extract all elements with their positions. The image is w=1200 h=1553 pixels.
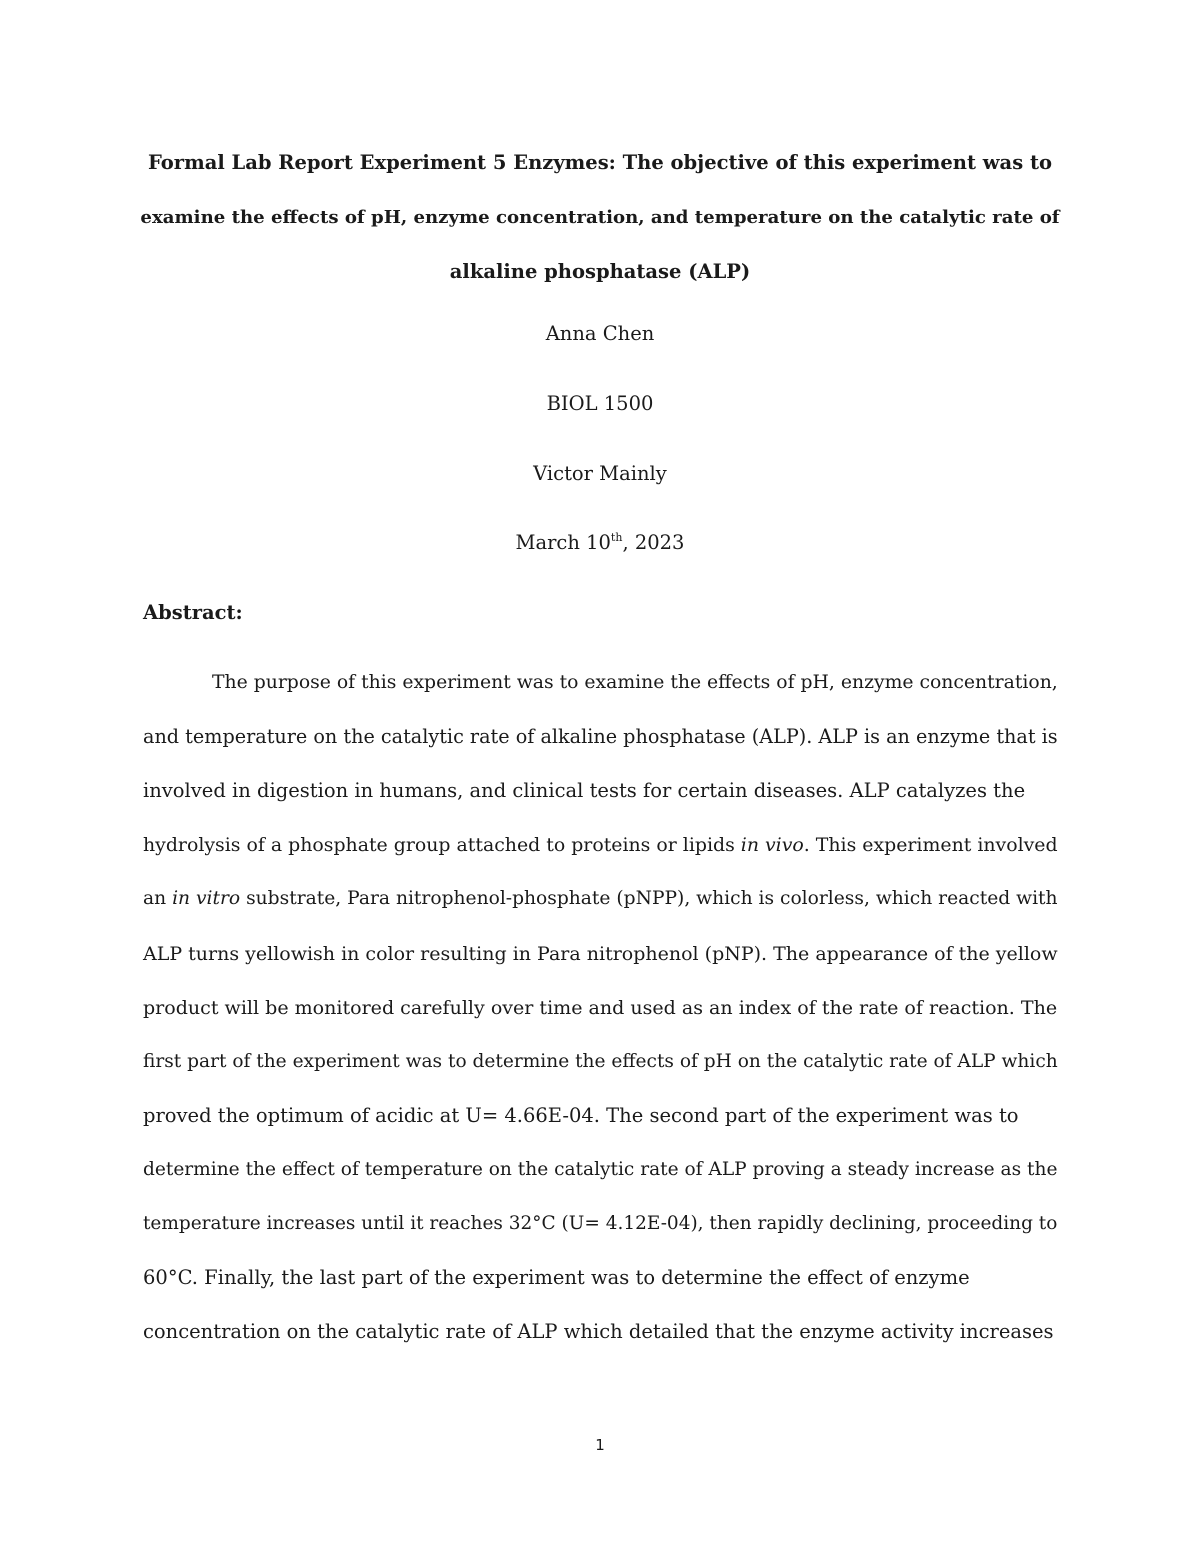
date-ordinal-suffix: th (610, 531, 623, 544)
abstract-line: hydrolysis of a phosphate group attached to proteins or lipids in vivo. This experiment involved (143, 834, 1058, 856)
course-code: BIOL 1500 (546, 392, 654, 415)
instructor-name: Victor Mainly (533, 462, 667, 485)
abstract-line: The purpose of this experiment was to examine the effects of pH, enzyme concentration, (212, 672, 1058, 693)
report-title (140, 136, 1060, 300)
abstract-line: product will be monitored carefully over time and used as an index of the rate of reaction. The (143, 997, 1058, 1019)
date-month-day: March 10 (515, 531, 611, 554)
italic-term: in vivo (740, 834, 804, 856)
abstract-heading: Abstract: (143, 601, 243, 624)
abstract-line: 60°C. Finally, the last part of the experiment was to determine the effect of enzyme (143, 1266, 970, 1289)
abstract-line: first part of the experiment was to determine the effects of pH on the catalytic rate of ALP which (143, 1051, 1058, 1072)
abstract-line: temperature increases until it reaches 32°C (U= 4.12E-04), then rapidly declining, proceeding to (143, 1213, 1058, 1234)
abstract-line: proved the optimum of acidic at U= 4.66E-04. The second part of the experiment was to (143, 1104, 1019, 1127)
title-line: examine the effects of pH, enzyme concentration, and temperature on the catalytic rate of (140, 206, 1060, 228)
title-line: alkaline phosphatase (ALP) (449, 260, 751, 283)
title-line: Formal Lab Report Experiment 5 Enzymes: The objective of this experiment was to (148, 151, 1052, 174)
page-number: 1 (595, 1436, 605, 1454)
report-date (140, 528, 1060, 558)
abstract-line: and temperature on the catalytic rate of alkaline phosphatase (ALP). ALP is an enzyme that is (143, 725, 1058, 748)
date-year: , 2023 (622, 531, 685, 554)
abstract-line: concentration on the catalytic rate of ALP which detailed that the enzyme activity increases (143, 1320, 1054, 1343)
abstract-line: ALP turns yellowish in color resulting in Para nitrophenol (pNP). The appearance of the yellow (143, 943, 1058, 965)
abstract-line: determine the effect of temperature on the catalytic rate of ALP proving a steady increase as the (143, 1159, 1058, 1180)
abstract-line: an in vitro substrate, Para nitrophenol-phosphate (pNPP), which is colorless, which reacted with (143, 888, 1058, 909)
italic-term: in vitro (172, 888, 241, 909)
abstract-line: involved in digestion in humans, and clinical tests for certain diseases. ALP catalyzes the (143, 779, 1026, 802)
author-name: Anna Chen (545, 322, 655, 345)
